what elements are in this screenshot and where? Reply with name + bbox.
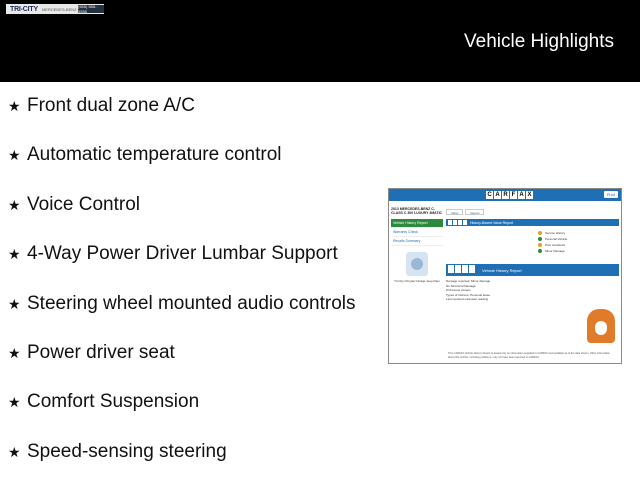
star-icon: ★ (8, 443, 21, 460)
feature-label: 4-Way Power Driver Lumbar Support (27, 243, 338, 265)
star-icon: ★ (8, 98, 21, 114)
feature-label: Power driver seat (27, 341, 175, 363)
carfax-dealer-info: Tri-City Chrysler Dodge Jeep Ram (394, 279, 440, 283)
report-line: Types of Owners: Personal lease (446, 292, 491, 297)
feature-label: Comfort Suspension (27, 391, 200, 413)
list-item-label: Service History (545, 231, 566, 235)
feature-label: Steering wheel mounted audio controls (27, 292, 356, 314)
list-item (538, 248, 619, 254)
carfax-report-details (446, 279, 619, 302)
feature-label: Speed-sensing steering (27, 440, 227, 462)
feature-item (8, 342, 355, 391)
carfax-nav-item[interactable]: Warranty Check (391, 228, 443, 237)
carfax-value-bar (446, 219, 619, 226)
carfax-sidebar (391, 203, 443, 363)
carfax-logo-letter: R (503, 192, 508, 198)
carfax-fox-icon (587, 309, 615, 343)
logo-brand: TRI-CITY (10, 5, 38, 13)
carfax-nav-item[interactable]: Vehicle History Report (391, 219, 443, 228)
carfax-tab[interactable]: Value (446, 209, 463, 215)
dealer-logo[interactable] (6, 4, 104, 14)
star-icon: ★ (8, 295, 21, 312)
carfax-print-button[interactable]: Print (604, 191, 618, 198)
carfax-vehicle-title: 2013 MERCEDES-BENZ C-CLASS C 300 LUXURY 4MATIC (391, 207, 443, 215)
feature-list (8, 95, 355, 490)
list-item-label: Prior Accidents (545, 243, 566, 247)
carfax-nav-item[interactable]: Recalls Summary (391, 237, 443, 246)
carfax-mini-logo (448, 220, 468, 225)
status-dot-icon (538, 231, 542, 235)
status-dot-icon (538, 243, 542, 247)
carfax-history-header (446, 264, 619, 276)
feature-label: Voice Control (27, 193, 141, 215)
list-item-label: Personal Vehicle (545, 237, 568, 241)
carfax-logo (486, 191, 534, 199)
logo-tagline: MERCEDES-BENZ (41, 6, 77, 12)
carfax-tabs (446, 209, 619, 215)
carfax-logo-letter: A (519, 192, 524, 198)
feature-item (8, 95, 355, 144)
star-icon: ★ (8, 344, 21, 361)
carfax-footer-note: This CARFAX Vehicle History Report is based only on information supplied to CARFAX and available as of the date shown. Other information about this vehicle, including problems, may not have been reported to CARFAX. (448, 352, 610, 359)
feature-label: Front dual zone A/C (27, 95, 195, 116)
feature-item (8, 391, 355, 440)
header-bar (0, 0, 640, 82)
star-icon: ★ (8, 394, 21, 411)
star-icon: ★ (8, 196, 21, 213)
carfax-logo-letter: C (487, 192, 492, 198)
carfax-logo-letter: F (511, 192, 516, 198)
carfax-history-label: Vehicle History Report (482, 267, 522, 273)
feature-item (8, 144, 355, 193)
status-dot-icon (538, 237, 542, 241)
page-title: Vehicle Highlights (464, 31, 614, 52)
carfax-badge-icon (406, 252, 428, 276)
feature-item (8, 293, 355, 342)
carfax-value-list (538, 230, 619, 254)
list-item-label: Minor Damage (545, 249, 565, 253)
status-dot-icon (538, 249, 542, 253)
carfax-value-bar-label: History-Based Value Report (470, 220, 514, 225)
carfax-logo-letter: A (495, 192, 500, 198)
carfax-report-thumbnail[interactable] (388, 188, 622, 364)
carfax-nav (391, 219, 443, 246)
carfax-top-bar (389, 189, 621, 201)
star-icon: ★ (8, 246, 21, 263)
report-line: Damage reported: Minor damage (446, 279, 491, 283)
star-icon: ★ (8, 147, 21, 164)
feature-label: Automatic temperature control (27, 144, 282, 166)
report-line: Last reported odometer reading (446, 297, 489, 301)
carfax-mini-logo (448, 265, 476, 273)
report-line: No Structural Damage (446, 283, 476, 288)
logo-phone: (555) 555-5555 (78, 5, 104, 13)
carfax-logo-letter: X (527, 192, 532, 198)
carfax-tab[interactable]: Report (465, 209, 484, 215)
report-line: 8 Previous owners (446, 288, 471, 292)
feature-item (8, 194, 355, 243)
feature-item (8, 243, 355, 292)
feature-item (8, 441, 355, 490)
carfax-main (446, 203, 619, 361)
